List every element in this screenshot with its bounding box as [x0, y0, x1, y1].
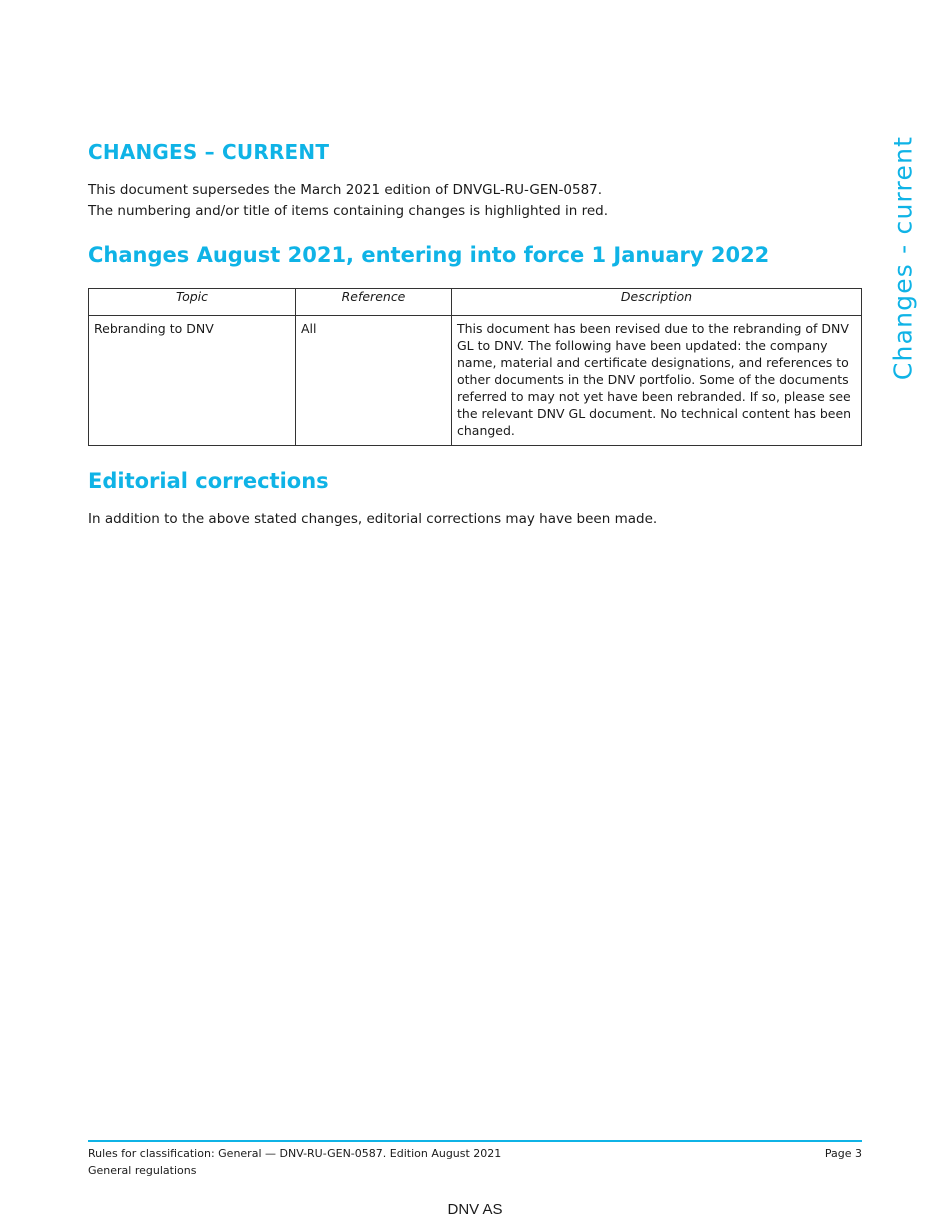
footer-divider [88, 1140, 862, 1142]
cell-description: This document has been revised due to the rebranding of DNV GL to DNV. The following have been updated: the company name, material and certificate designations, and references to other documents in the DNV portfolio. Some of the documents referred to may not yet have been rebranded. If so, please see the relevant DNV GL document. No technical content has been changed. [452, 316, 862, 446]
footer-document-info [88, 1145, 501, 1179]
footer-line: General regulations [88, 1164, 197, 1177]
changes-heading: Changes August 2021, entering into force 1 January 2022 [88, 243, 770, 267]
page-number: Page 3 [824, 1147, 862, 1160]
column-header-topic: Topic [89, 289, 296, 316]
changes-table [88, 288, 862, 446]
footer-line: Rules for classification: General — DNV-RU-GEN-0587. Edition August 2021 [88, 1147, 502, 1160]
editorial-heading: Editorial corrections [88, 469, 329, 493]
main-heading: CHANGES – CURRENT [88, 140, 330, 164]
intro-line: This document supersedes the March 2021 edition of DNVGL-RU-GEN-0587. [88, 182, 603, 198]
cell-reference: All [296, 316, 452, 446]
intro-paragraph [88, 180, 608, 222]
editorial-paragraph: In addition to the above stated changes, editorial corrections may have been made. [88, 511, 658, 527]
table-header-row [89, 289, 862, 316]
company-name: DNV AS [447, 1201, 503, 1218]
section-side-label: Changes - current [888, 135, 918, 381]
intro-line: The numbering and/or title of items containing changes is highlighted in red. [88, 203, 609, 219]
column-header-description: Description [452, 289, 862, 316]
column-header-reference: Reference [296, 289, 452, 316]
cell-topic: Rebranding to DNV [89, 316, 296, 446]
table-row [89, 316, 862, 446]
